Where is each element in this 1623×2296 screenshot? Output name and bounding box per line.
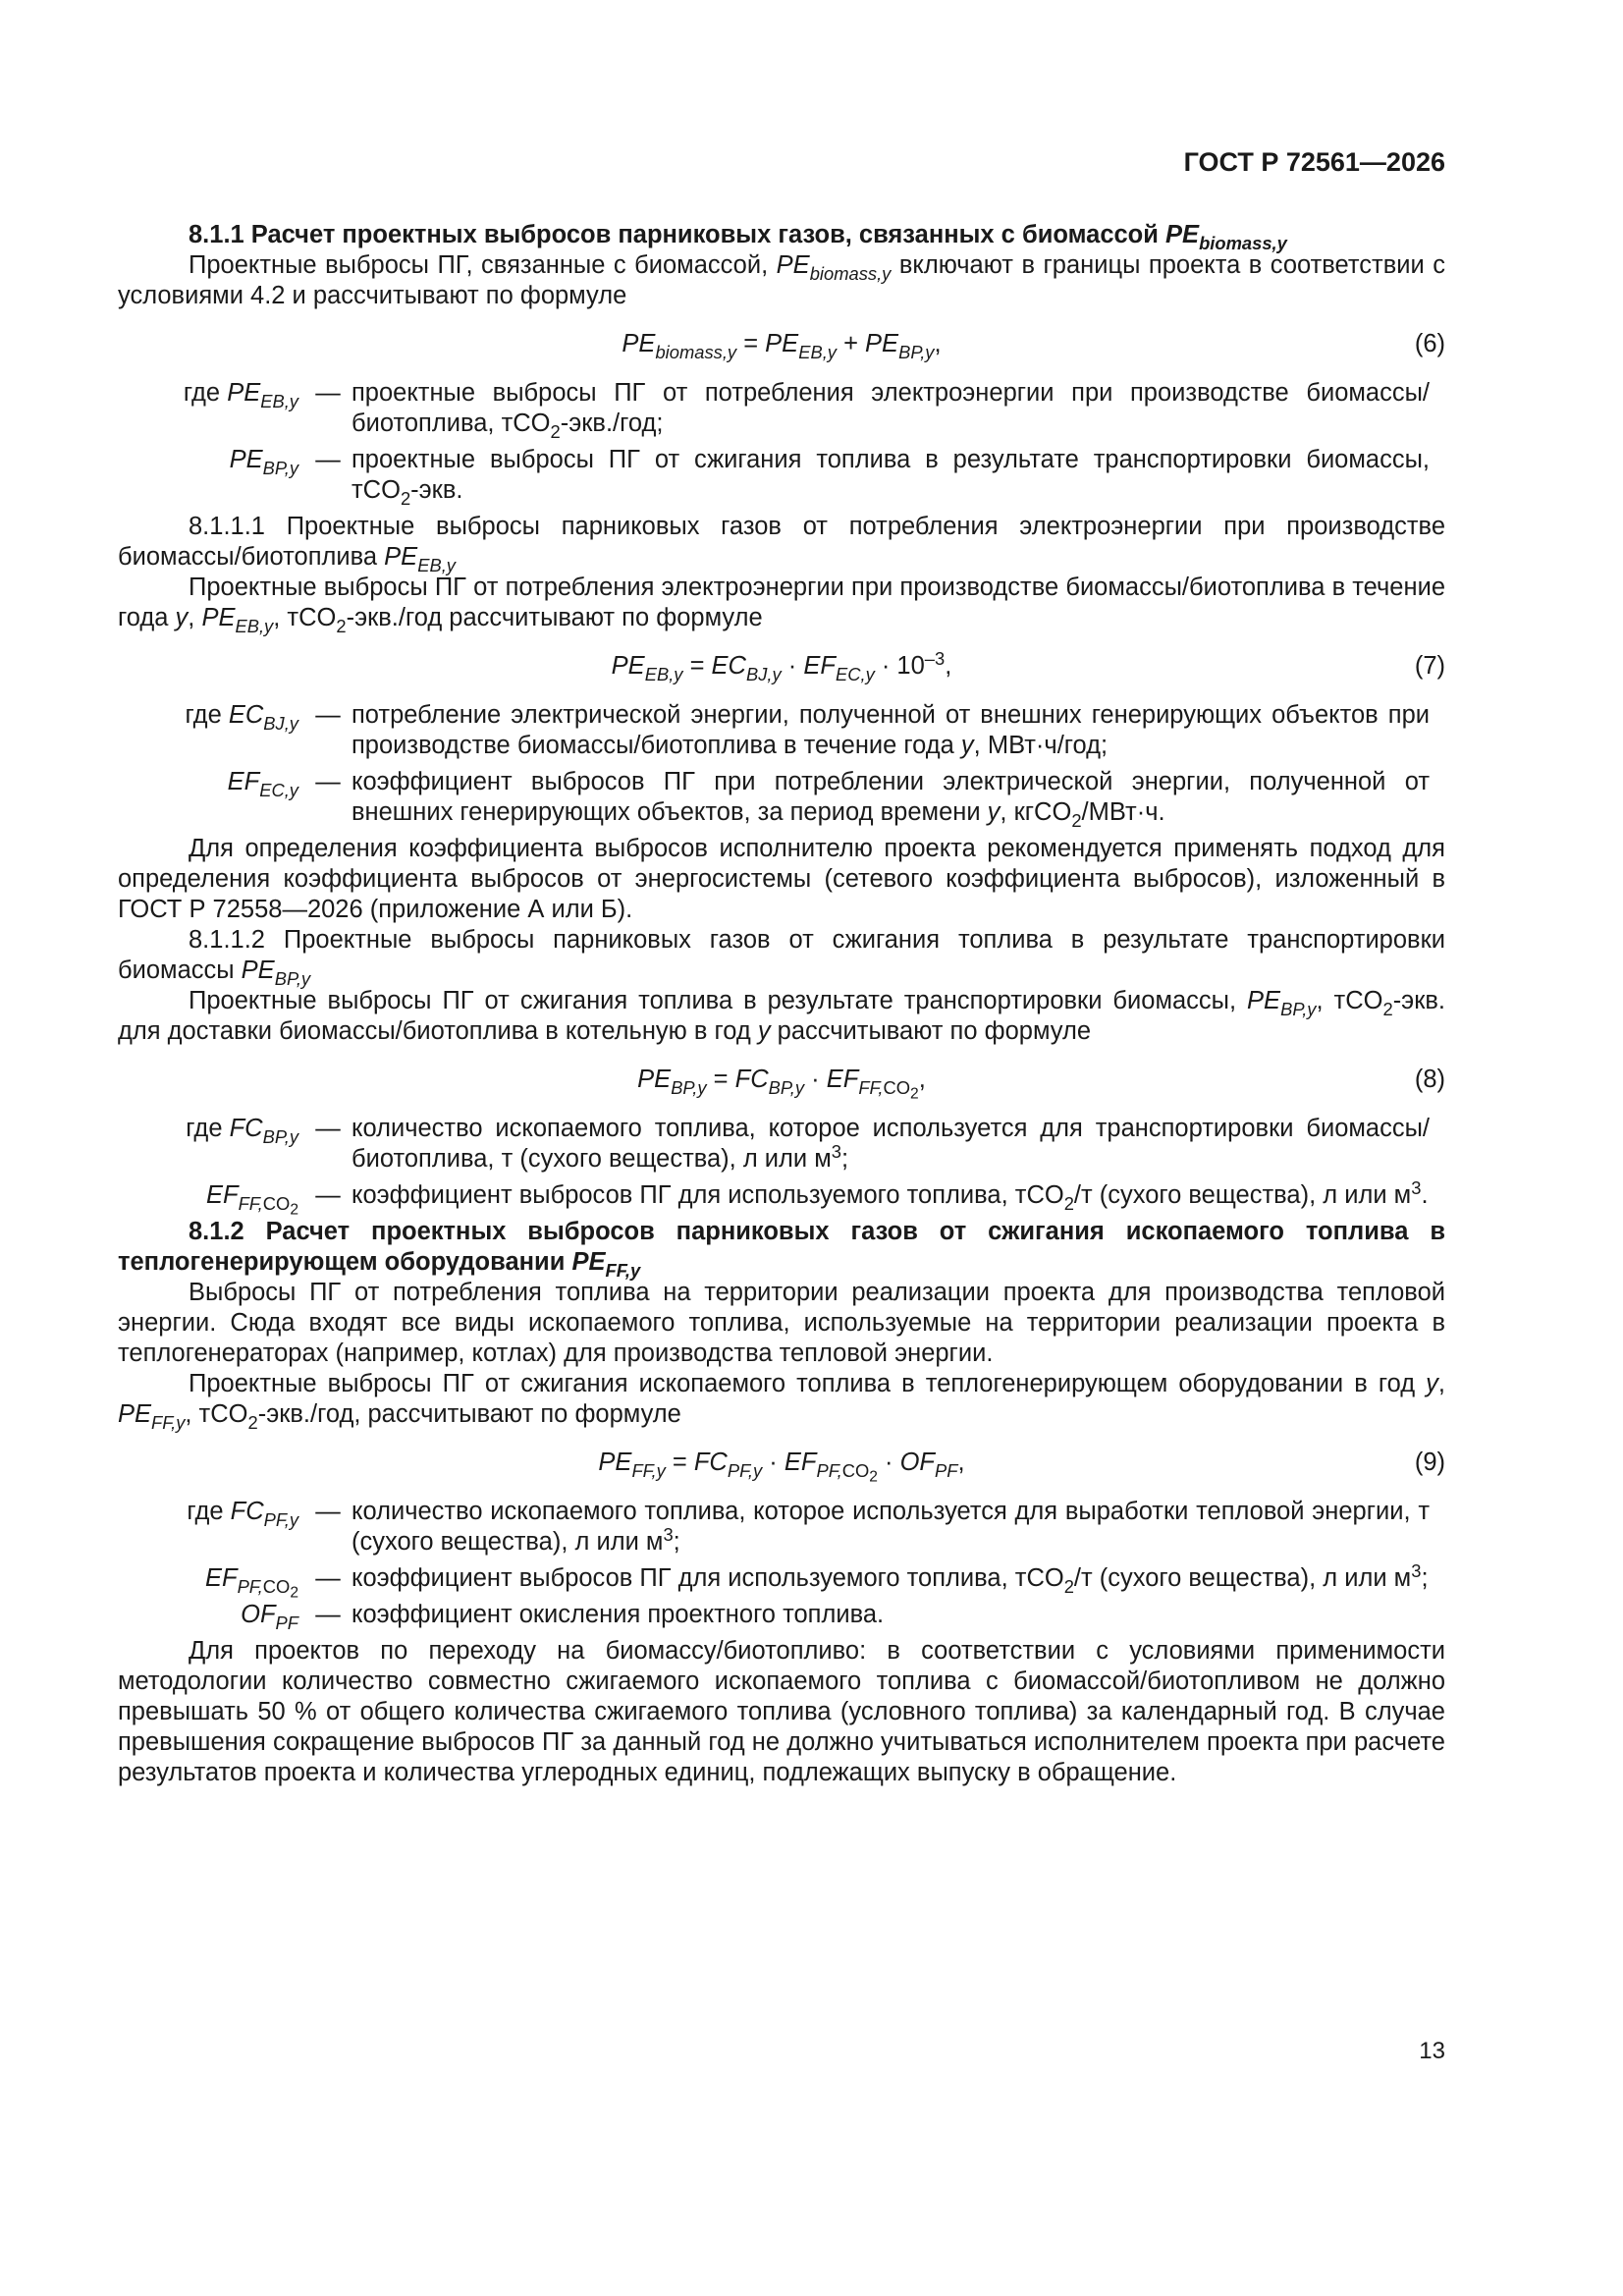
paragraph: Проектные выбросы ПГ от сжигания топлива в результате транспортировки биомассы, $PE_{BP,y}$, тCO$_2$-экв. для доставки биомассы/биотоплива в котельную в год y рассчитывают по формуле — [118, 987, 1445, 1045]
definition-item: $EF_{PF,CO_2}$ — коэффициент выбросов ПГ для используемого топлива, тCO$_2$/т (сухого вещества), л или $м^3$; — [204, 1559, 1429, 1602]
page-number: 13 — [1419, 2038, 1445, 2064]
formula-expression: $PE_{FF,y} = FC_{PF,y} \cdot EF_{PF,CO_2} \cdot OF_{PF}$, — [598, 1449, 965, 1486]
definitions-6 — [118, 378, 1445, 509]
formula-number: (9) — [1414, 1449, 1445, 1476]
formula-number: (7) — [1414, 652, 1445, 680]
definitions-7 — [118, 700, 1445, 831]
subsection-heading-8-1-1-1: 8.1.1.1 Проектные выбросы парниковых газов от потребления электроэнергии при производстве биомассы/биотоплива $PE_{EB,y}$ — [118, 513, 1445, 575]
standard-number: ГОСТ Р 72561—2026 — [1183, 147, 1445, 177]
formula-7 — [118, 645, 1445, 690]
section-heading-8-1-1: 8.1.1 Расчет проектных выбросов парниковых газов, связанных с биомассой $PE_{biomass,y}$ — [189, 221, 1287, 253]
formula-number: (6) — [1414, 330, 1445, 357]
paragraph: Для определения коэффициента выбросов исполнителю проекта рекомендуется применять подход для определения коэффициента выбросов от энергосистемы (сетевого коэффициента выбросов), изложенный в ГОСТ Р 72558—2026 (приложение А или Б). — [118, 835, 1445, 923]
paragraph: Проектные выбросы ПГ от потребления электроэнергии при производстве биомассы/биотоплива в течение года y, $PE_{EB,y}$, тCO$_2$-экв./год рассчитывают по формуле — [118, 574, 1445, 636]
definitions-9 — [118, 1497, 1445, 1633]
subsection-heading-8-1-1-2: 8.1.1.2 Проектные выбросы парниковых газов от сжигания топлива в результате транспортировки биомассы $PE_{BP,y}$ — [118, 926, 1445, 989]
formula-8 — [118, 1059, 1445, 1104]
definition-item: где $FC_{PF,y}$ — количество ископаемого топлива, которое используется для выработки тепловой энергии, т (сухого вещества), л или $м^3$; — [187, 1498, 1430, 1556]
definition-item: $EF_{FF,CO_2}$ — коэффициент выбросов ПГ для используемого топлива, тCO$_2$/т (сухого вещества), л или $м^3$. — [206, 1176, 1429, 1219]
formula-number: (8) — [1414, 1066, 1445, 1093]
formula-9 — [118, 1442, 1445, 1487]
definition-item: $EF_{EC,y}$ — коэффициент выбросов ПГ при потреблении электрической энергии, полученной от внешних генерирующих объектов, за период времени y, кгCO$_2$/МВт·ч. — [227, 768, 1430, 831]
definition-item: $PE_{BP,y}$ — проектные выбросы ПГ от сжигания топлива в результате транспортировки биомассы, тCO$_2$-экв. — [229, 446, 1430, 509]
page-content — [118, 220, 1445, 1788]
paragraph: Выбросы ПГ от потребления топлива на территории реализации проекта для производства тепловой энергии. Сюда входят все виды ископаемого топлива, используемые на территории реализации проекта в теплогенераторах (например, котлах) для производства тепловой энергии. — [118, 1279, 1445, 1367]
paragraph: Проектные выбросы ПГ от сжигания ископаемого топлива в теплогенерирующем оборудовании в год y, $PE_{FF,y}$, тCO$_2$-экв./год, рассчитывают по формуле — [118, 1370, 1445, 1433]
formula-expression: $PE_{biomass,y} = PE_{EB,y} + PE_{BP,y}$, — [622, 330, 942, 362]
formula-expression: $PE_{EB,y} = EC_{BJ,y} \cdot EF_{EC,y} \cdot 10^{-3}$, — [611, 647, 952, 684]
section-heading-8-1-2: 8.1.2 Расчет проектных выбросов парниковых газов от сжигания ископаемого топлива в теплогенерирующем оборудовании $PE_{FF,y}$ — [118, 1218, 1445, 1281]
formula-expression: $PE_{BP,y} = FC_{BP,y} \cdot EF_{FF,CO_2}$, — [637, 1066, 926, 1103]
definition-item: где $EC_{BJ,y}$ — потребление электрической энергии, полученной от внешних генерирующих объектов при производстве биомассы/биотоплива в течение года y, МВт·ч/год; — [185, 701, 1430, 759]
paragraph: Для проектов по переходу на биомассу/биотопливо: в соответствии с условиями применимости методологии количество совместно сжигаемого ископаемого топлива с биомассой/биотопливом не должно превышать 50 % от общего количества сжигаемого топлива (условного топлива) за календарный год. В случае превышения сокращение выбросов ПГ за данный год не должно учитываться исполнителем проекта при расчете результатов проекта и количества углеродных единиц, подлежащих выпуску в обращение. — [118, 1637, 1445, 1786]
definition-item: где $PE_{EB,y}$ — проектные выбросы ПГ от потребления электроэнергии при производстве биомассы/биотоплива, тCO$_2$-экв./год; — [183, 379, 1430, 442]
definition-item: где $FC_{BP,y}$ — количество ископаемого топлива, которое используется для транспортировки биомассы/биотоплива, т (сухого вещества), л или $м^3$; — [186, 1115, 1430, 1173]
formula-6 — [118, 323, 1445, 368]
definition-item: $OF_{PF}$ — коэффициент окисления проектного топлива. — [241, 1601, 885, 1633]
paragraph: Проектные выбросы ПГ, связанные с биомассой, $PE_{biomass,y}$ включают в границы проекта в соответствии с условиями 4.2 и рассчитывают по формуле — [118, 251, 1445, 309]
definitions-8 — [118, 1114, 1445, 1219]
